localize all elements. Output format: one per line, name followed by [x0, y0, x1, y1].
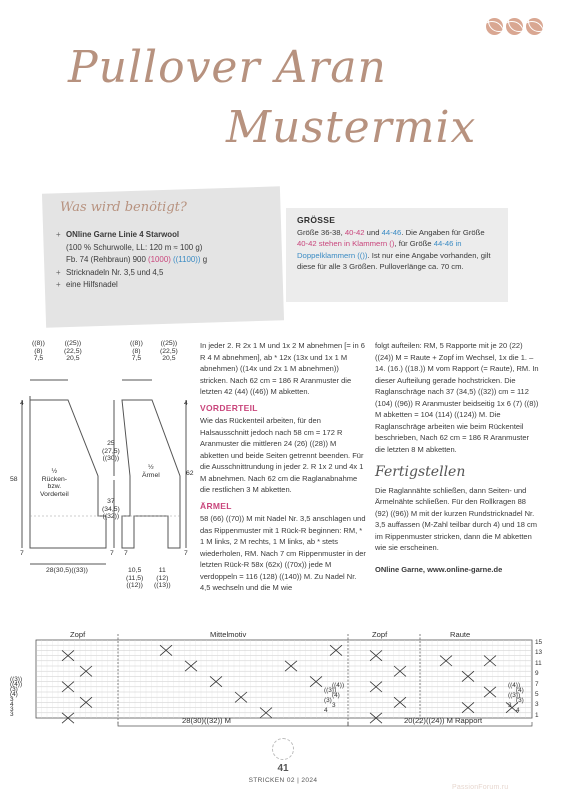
chart-size-mark: (3) — [516, 697, 524, 704]
yarn-qty-medium: (1000) — [148, 255, 171, 264]
page-title-line2: Mustermix — [226, 102, 477, 153]
size-text — [297, 227, 497, 272]
chart-row-number: 3 — [535, 701, 539, 709]
chart-size-mark: 4 — [516, 707, 520, 714]
schematic-svg — [10, 338, 196, 600]
chart-size-mark: 3 — [10, 706, 14, 713]
chart-size-mark: 4 — [324, 707, 328, 714]
label-rib-7-left: 7 — [20, 550, 24, 557]
label-cuff-1: 10,5 (11,5) ((12)) — [126, 567, 144, 589]
chart-size-mark: 3 — [332, 702, 336, 709]
knitting-chart — [10, 632, 556, 732]
chart-size-mark: (4) — [332, 692, 340, 699]
decorative-sun-icon — [272, 738, 294, 760]
supplier-credit — [375, 564, 541, 576]
instructions-column-2 — [375, 340, 541, 575]
chart-size-mark: 3 — [10, 696, 14, 703]
size-t3: und — [364, 228, 382, 237]
label-neck-right: ((25)) (22,5) 20,5 — [160, 340, 178, 362]
label-sleeve: ½ Ärmel — [142, 464, 160, 479]
chart-size-mark: ((3)) — [508, 692, 521, 699]
label-back-front: ½ Rücken- bzw. Vorderteil — [40, 468, 69, 498]
yarn-ball-icons — [486, 18, 543, 35]
chart-row-number: 9 — [535, 670, 539, 678]
chart-size-mark: 3 — [508, 702, 512, 709]
yarn-qty-small: Fb. 74 (Rehbraun) 900 — [66, 255, 149, 264]
size-t6: 40-42 stehen in Klammern () — [297, 239, 395, 249]
chart-size-mark: ((4)) — [10, 681, 23, 688]
yarn-detail: (100 % Schurwolle, LL: 120 m ≈ 100 g) — [66, 242, 203, 252]
watermark: PassionForum.ru — [452, 784, 509, 791]
yarn-ball-icon — [486, 18, 503, 35]
heading-front: VORDERTEIL — [200, 402, 258, 413]
yarn-brand: ONline Garne Linie 4 Starwool — [66, 230, 180, 239]
label-sleeve-37: 37 (34,5) ((32)) — [102, 498, 120, 520]
label-raglan-25: 25 (27,5) ((30)) — [102, 440, 120, 462]
label-4-left: 4 — [20, 400, 24, 407]
label-shoulder-left: ((8)) (8) 7,5 — [32, 340, 45, 362]
chart-width-right: 20(22)((24)) M Rapport — [404, 716, 483, 725]
heading-sleeve: ÄRMEL — [200, 500, 232, 511]
chart-heading-zopf-2: Zopf — [372, 630, 388, 639]
issue-label: STRICKEN 02 | 2024 — [248, 777, 318, 784]
page-title-line1: Pullover Aran — [68, 42, 387, 93]
label-62: 62 — [186, 470, 194, 477]
chart-size-mark: ((3)) — [10, 676, 23, 683]
label-4-right: 4 — [184, 400, 188, 407]
front-text: Wie das Rückenteil arbeiten, für den Halsausschnitt jedoch nach 58 cm = 172 R Aranmuster die mittleren 24 (26) ((28)) M abketten und beide Seiten getrennt beenden. Für die Ausschnittrundung in jeder 2. R 1x 2 und 4x 1 M abnehmen. Nach 62 cm die Raglanabnahme die restlichen 3 M abketten. — [200, 416, 364, 494]
finishing-text: Die Raglannähte schließen, dann Seiten- und Ärmelnähte schließen. Für den Rollkragen 88 (92) ((96)) M mit der kurzen Rundstricknadel Nr. 3,5 auffassen (M-Zahl teilbar durch 4) und 18 cm im Rippenmuster stricken, dann die M abketten wie sie erscheinen. — [375, 485, 538, 552]
chart-size-mark: (3) — [324, 697, 332, 704]
yarn-qty-unit: g — [200, 255, 208, 264]
sleeve-text: 58 (66) ((70)) M mit Nadel Nr. 3,5 anschlagen und das Rippenmuster mit 1 Rück-R beginnen: RM, * 1 M links, 2 M rechts, 1 M links, ab * stets wiederholen, RM. Nach 7 cm Rippenmuster in der letzten Rück-R 58x (62x) ((70x)) jede M verdoppeln = 116 (128) ((140)) M. Zu Nadel Nr. 4,5 wechseln und die M wie — [200, 514, 366, 592]
chart-size-mark: (4) — [10, 691, 18, 698]
chart-row-number: 1 — [535, 711, 539, 719]
instructions-column-1 — [200, 340, 366, 594]
materials-aux-needle: + eine Hilfsnadel — [56, 279, 276, 292]
chart-row-number: 13 — [535, 649, 543, 657]
size-t4: 44-46 — [381, 228, 402, 237]
chart-size-mark: (3) — [10, 686, 18, 693]
chart-size-mark: (4) — [516, 687, 524, 694]
chart-size-mark: ((3)) — [324, 687, 337, 694]
supplier-name: ONline Garne, — [375, 564, 428, 574]
size-t5: . Die Angaben für Größe — [401, 228, 485, 237]
size-t8: 44-46 in Doppelklammern (()) — [297, 239, 462, 260]
chart-size-mark: 3 — [10, 711, 14, 718]
label-58: 58 — [10, 476, 18, 483]
supplier-url[interactable]: www.online-garne.de — [427, 564, 503, 574]
chart-row-number: 7 — [535, 680, 539, 688]
size-t7: , für Größe — [394, 239, 434, 249]
chart-frame — [36, 640, 532, 718]
size-t2: 40-42 — [344, 228, 365, 237]
label-shoulder-right: ((8)) (8) 7,5 — [130, 340, 143, 362]
label-rib-7-sleeve: 7 — [124, 550, 128, 557]
chart-bracket-left — [118, 722, 348, 726]
chart-size-mark: 4 — [10, 701, 14, 708]
yarn-ball-icon — [526, 18, 543, 35]
size-title: GRÖSSE — [297, 215, 336, 225]
yarn-qty-large: ((1100)) — [170, 255, 201, 264]
label-cuff-2: 11 (12) ((13)) — [154, 567, 171, 589]
size-t1: Größe 36-38, — [297, 228, 345, 237]
chart-size-mark: ((4)) — [508, 682, 521, 689]
size-t9: . Ist nur eine Angabe vorhanden, gilt diese für alle 3 Größen. Pulloverlänge ca. 70 cm. — [297, 250, 491, 271]
sleeve-text-cont: folgt aufteilen: RM, 5 Rapporte mit je 20 (22) ((24)) M = Raute + Zopf im Wechsel, 1x die 1. – 14. (16.) ((18.)) M vom Rapport (= Raute), RM. In dieser Aufteilung gerade hochstricken. Die Raglanschräge nach 37 (34,5) ((32)) cm = 112 (104) ((96)) R Aranmuster beidseitig 1x 6 (7) ((8)) M abketten = 104 (114) ((124)) M. Die Raglanschräge arbeiten wie beim Rückenteil beschrieben, Nach 62 cm = 186 R Aranmuster die letzten 8 M abketten. — [375, 341, 539, 454]
label-neck-left: ((25)) (22,5) 20,5 — [64, 340, 82, 362]
chart-width-left: 28(30)((32)) M — [182, 716, 231, 725]
materials-yarn — [56, 229, 276, 242]
materials-list — [56, 229, 276, 292]
materials-needles: + Stricknadeln Nr. 3,5 und 4,5 — [56, 267, 276, 280]
chart-heading-raute: Raute — [450, 630, 471, 639]
chart-row-number: 5 — [535, 691, 539, 698]
yarn-quantity — [56, 254, 276, 267]
chart-row-number: 15 — [535, 639, 543, 646]
chart-heading-mittelmotiv: Mittelmotiv — [210, 630, 247, 639]
back-text: In jeder 2. R 2x 1 M und 1x 2 M abnehmen [= in 6 R 4 M abnehmen], ab * 12x (13x und 1x 1 M abnehmen) ((14x und 2x 1 M abnehmen)) stricken. Nach 62 cm = 186 R Aranmuster die letzten 42 (44) ((46)) M abketten. — [200, 341, 365, 396]
chart-heading-zopf-1: Zopf — [70, 630, 86, 639]
label-rib-7-mid: 7 — [110, 550, 114, 557]
yarn-ball-icon — [506, 18, 523, 35]
page-number: 41 — [277, 763, 289, 774]
materials-box — [56, 200, 276, 292]
heading-finishing: Fertigstellen — [375, 464, 466, 480]
schematic-diagram — [10, 338, 196, 600]
size-box — [286, 208, 508, 302]
chart-row-number: 11 — [535, 659, 542, 667]
chart-size-mark: ((4)) — [332, 682, 345, 689]
materials-title: Was wird benötigt? — [60, 200, 187, 215]
label-bottom-width: 28(30,5)((33)) — [46, 567, 88, 574]
label-rib-7-right: 7 — [184, 550, 188, 557]
